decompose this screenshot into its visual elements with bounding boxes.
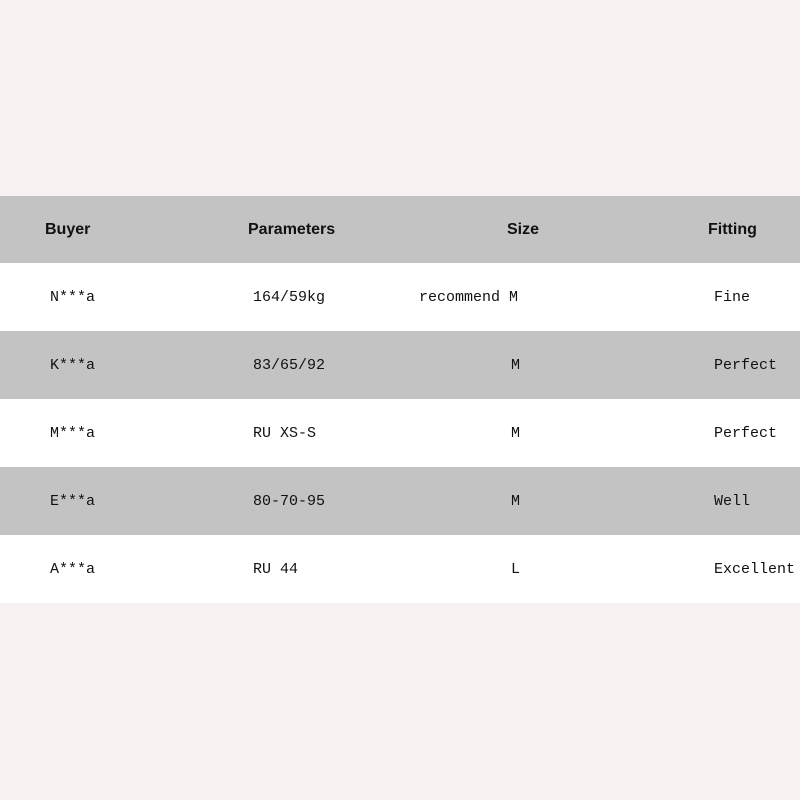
buyer-cell: K***a xyxy=(50,356,96,374)
size-cell: M xyxy=(511,424,521,442)
parameters-cell: 164/59kg xyxy=(253,288,326,306)
fitting-cell: Perfect xyxy=(714,356,778,374)
table-row xyxy=(0,467,800,535)
size-cell: L xyxy=(511,560,521,578)
parameters-cell: RU 44 xyxy=(253,560,299,578)
buyer-cell: M***a xyxy=(50,424,96,442)
buyer-cell: N***a xyxy=(50,288,96,306)
column-header-buyer: Buyer xyxy=(45,220,91,238)
table-row xyxy=(0,535,800,603)
fitting-cell: Well xyxy=(714,492,751,510)
parameters-cell: 80-70-95 xyxy=(253,492,326,510)
table-row xyxy=(0,331,800,399)
size-cell: M xyxy=(511,356,521,374)
column-header-size: Size xyxy=(507,220,540,238)
buyer-cell: E***a xyxy=(50,492,96,510)
buyer-cell: A***a xyxy=(50,560,96,578)
size-cell: recommend M xyxy=(419,288,519,306)
fitting-cell: Excellent xyxy=(714,560,796,578)
fitting-cell: Fine xyxy=(714,288,751,306)
size-feedback-table xyxy=(0,196,800,603)
fitting-cell: Perfect xyxy=(714,424,778,442)
column-header-parameters: Parameters xyxy=(248,220,336,238)
parameters-cell: 83/65/92 xyxy=(253,356,326,374)
table-row xyxy=(0,263,800,331)
table-header-row xyxy=(0,196,800,263)
table-row xyxy=(0,399,800,467)
parameters-cell: RU XS-S xyxy=(253,424,317,442)
column-header-fitting: Fitting xyxy=(708,220,757,238)
size-cell: M xyxy=(511,492,521,510)
